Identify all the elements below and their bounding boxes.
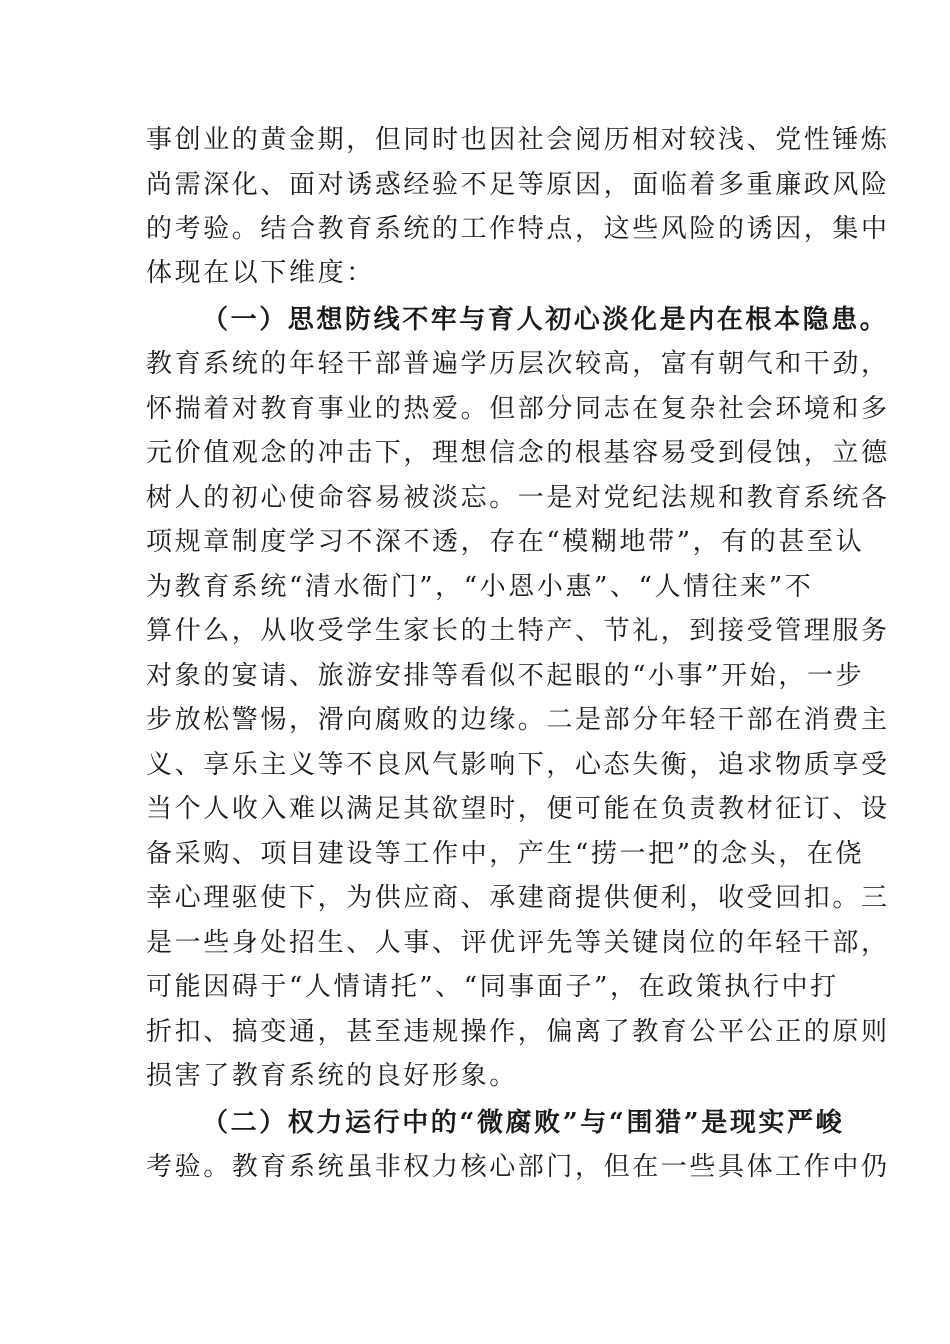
text-line: 对象的宴请、旅游安排等看似不起眼的“小事”开始，一步: [146, 661, 865, 691]
text-line: 可能因碍于“人情请托”、“同事面子”，在政策执行中打: [146, 972, 839, 1002]
text-line: 树人的初心使命容易被淡忘。一是对党纪法规和教育系统各: [146, 483, 890, 513]
section-heading-1: （一）思想防线不牢与育人初心淡化是内在根本隐患。: [202, 305, 889, 335]
text-line: 的考验。结合教育系统的工作特点，这些风险的诱因，集中: [146, 214, 890, 244]
text-line: 考验。教育系统虽非权力核心部门，但在一些具体工作中仍: [146, 1152, 890, 1182]
text-line: 折扣、搞变通，甚至违规操作，偏离了教育公平公正的原则: [146, 1017, 890, 1047]
text-line: 怀揣着对教育事业的热爱。但部分同志在复杂社会环境和多: [146, 394, 890, 424]
text-line: 幸心理驱使下，为供应商、承建商提供便利，收受回扣。三: [146, 883, 890, 913]
text-line: 尚需深化、面对诱惑经验不足等原因，面临着多重廉政风险: [146, 170, 890, 200]
text-line: 元价值观念的冲击下，理想信念的根基容易受到侵蚀，立德: [146, 438, 890, 468]
text-line: 当个人收入难以满足其欲望时，便可能在负责教材征订、设: [146, 794, 890, 824]
text-line: 为教育系统“清水衙门”，“小恩小惠”、“人情往来”不: [146, 572, 814, 602]
section-heading-2: （二）权力运行中的“微腐败”与“围猎”是现实严峻: [202, 1108, 845, 1138]
text-line: 是一些身处招生、人事、评优评先等关键岗位的年轻干部，: [146, 928, 890, 958]
text-line: 教育系统的年轻干部普遍学历层次较高，富有朝气和干劲，: [146, 349, 890, 379]
text-line: 算什么，从收受学生家长的土特产、节礼，到接受管理服务: [146, 616, 890, 646]
text-line: 义、享乐主义等不良风气影响下，心态失衡，追求物质享受: [146, 750, 890, 780]
text-line: 损害了教育系统的良好形象。: [146, 1061, 518, 1091]
text-line: 体现在以下维度：: [146, 258, 375, 288]
text-line: 项规章制度学习不深不透，存在“模糊地带”，有的甚至认: [146, 527, 865, 557]
text-line: 备采购、项目建设等工作中，产生“捞一把”的念头，在侥: [146, 839, 865, 869]
text-line: 事创业的黄金期，但同时也因社会阅历相对较浅、党性锤炼: [146, 125, 890, 155]
text-line: 步放松警惕，滑向腐败的边缘。二是部分年轻干部在消费主: [146, 705, 890, 735]
